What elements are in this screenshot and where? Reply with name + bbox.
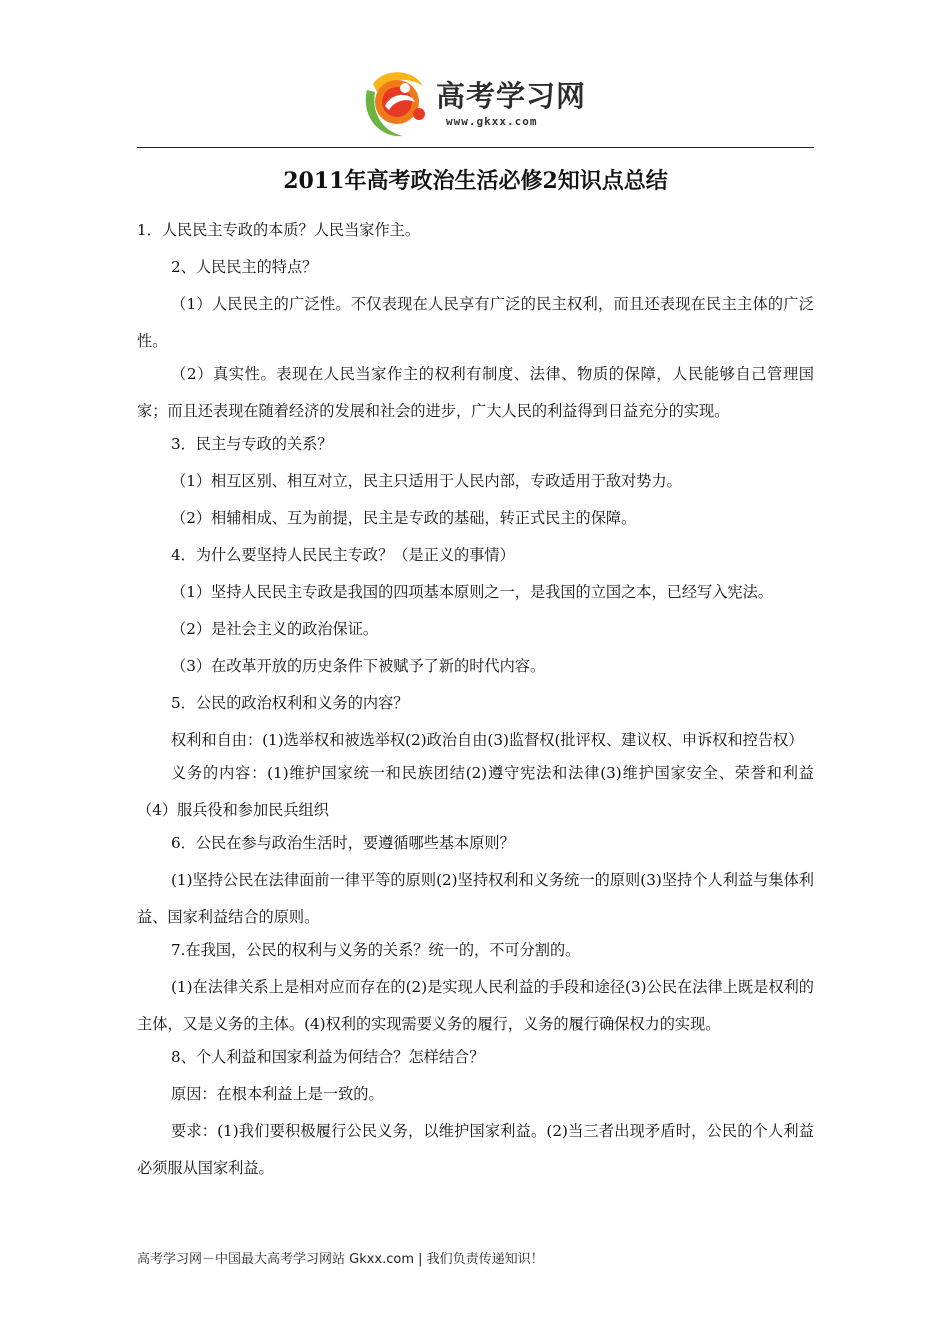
paragraph: （1）坚持人民民主专政是我国的四项基本原则之一，是我国的立国之本，已经写入宪法。 (171, 583, 773, 601)
paragraph: 义务的内容：(1)维护国家统一和民族团结(2)遵守宪法和法律(3)维护国家安全、荣誉和利益（4）服兵役和参加民兵组织 (137, 764, 814, 819)
paragraph: 7.在我国，公民的权利与义务的关系？统一的，不可分割的。 (171, 941, 581, 959)
paragraph: （3）在改革开放的历史条件下被赋予了新的时代内容。 (171, 657, 546, 675)
paragraph: (1)在法律关系上是相对应而存在的(2)是实现人民利益的手段和途径(3)公民在法律上既是权利的主体，又是义务的主体。(4)权利的实现需要义务的履行，义务的履行确保权力的实现。 (137, 978, 814, 1033)
page-header (0, 0, 950, 148)
paragraph: 原因：在根本利益上是一致的。 (171, 1085, 384, 1103)
document-title: 2011年高考政治生活必修2知识点总结 (283, 168, 668, 194)
paragraph: 6．公民在参与政治生活时，要遵循哪些基本原则？ (171, 834, 515, 852)
paragraph: 1．人民民主专政的本质？人民当家作主。 (137, 221, 421, 239)
paragraph: （1）人民民主的广泛性。不仅表现在人民享有广泛的民主权利，而且还表现在民主主体的广泛性。 (137, 295, 814, 350)
page-footer: 高考学习网－中国最大高考学习网站 Gkxx.com | 我们负责传递知识！ (137, 1252, 544, 1267)
logo-url: www.gkxx.com (446, 115, 538, 128)
paragraph: 8、个人利益和国家利益为何结合？怎样结合？ (171, 1048, 485, 1066)
paragraph: （2）真实性。表现在人民当家作主的权利有制度、法律、物质的保障，人民能够自己管理国家；而且还表现在随着经济的发展和社会的进步，广大人民的利益得到日益充分的实现。 (137, 365, 814, 420)
gkxx-logo-icon (355, 62, 433, 142)
paragraph: 4．为什么要坚持人民民主专政？（是正义的事情） (171, 546, 515, 564)
logo-name: 高考学习网 (436, 79, 587, 113)
paragraph: 2、人民民主的特点？ (171, 258, 318, 276)
paragraph: 要求：(1)我们要积极履行公民义务，以维护国家利益。(2)当三者出现矛盾时，公民的个人利益必须服从国家利益。 (137, 1122, 814, 1177)
paragraph: 权利和自由：(1)选举权和被选举权(2)政治自由(3)监督权(批评权、建议权、申诉权和控告权） (171, 731, 804, 749)
paragraph: （2）相辅相成、互为前提，民主是专政的基础，转正式民主的保障。 (171, 509, 637, 527)
paragraph: 3．民主与专政的关系？ (171, 435, 333, 453)
paragraph: (1)坚持公民在法律面前一律平等的原则(2)坚持权利和义务统一的原则(3)坚持个人利益与集体利益、国家利益结合的原则。 (137, 871, 814, 926)
paragraph: （1）相互区别、相互对立，民主只适用于人民内部，专政适用于敌对势力。 (171, 472, 682, 490)
paragraph: 5．公民的政治权利和义务的内容？ (171, 694, 409, 712)
paragraph: （2）是社会主义的政治保证。 (171, 620, 379, 638)
document-body (137, 212, 814, 1183)
header-divider (137, 147, 814, 148)
